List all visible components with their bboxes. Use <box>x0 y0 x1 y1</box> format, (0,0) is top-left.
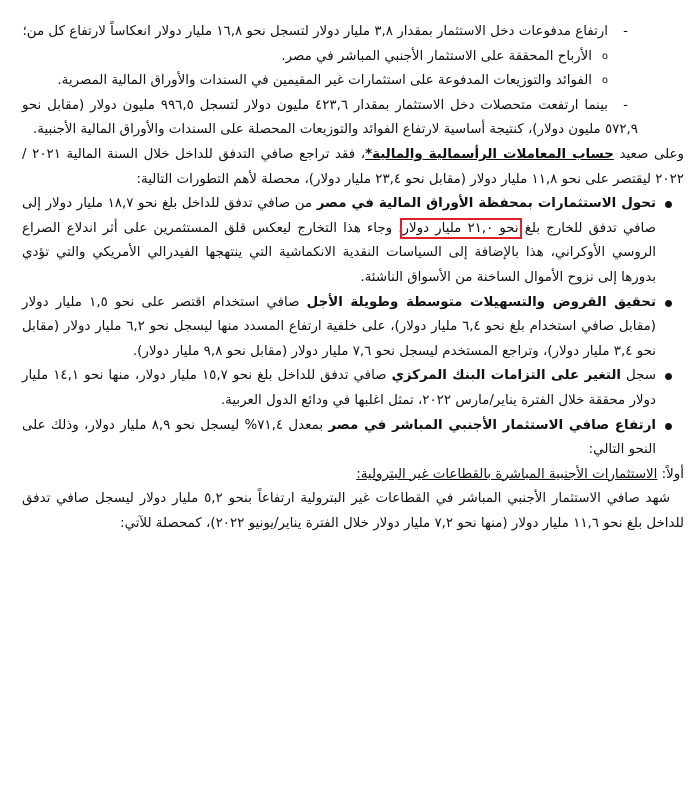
bullet-text: ، وجاء هذا التخارج ليعكس قلق المستثمرين على أثر اندلاع الصراع الروسي الأوكراني، هذا بالإضافة إلى السياسات النقدية الانكماشية التي ينتهجها الفيدرالي الأمريكي والتي تؤدي بدورها إلى نزوح الأموال الساخنة من الأسواق الناشئة. <box>22 220 656 285</box>
item-text: الفوائد والتوزيعات المدفوعة على استثمارات غير المقيمين في السندات والأوراق المالية المصرية. <box>57 73 592 89</box>
bullet-text: صافي استخدام اقتصر على نحو ١,٥ مليار دولار (مقابل صافي استخدام بلغ نحو ٦,٤ مليار دولار)، على خلفية ارتفاع المسدد منها ليسجل نحو ٦,٢ مليار دولار (مقابل نحو ٣,٤ مليار دولار)، وتراجع المستخدم ليسجل نحو ٧,٦ مليار دولار (مقابل نحو ٩,٨ مليار دولار). <box>22 294 656 359</box>
capital-account-title: حساب المعاملات الرأسمالية والمالية* <box>365 146 614 162</box>
section-subheading <box>22 463 684 488</box>
para-rest: ، فقد تراجع صافي التدفق للداخل خلال السنة المالية ٢٠٢١ /٢٠٢٢ ليقتصر على نحو ١١,٨ مليار دولار (مقابل نحو ٢٣,٤ مليار دولار)، محصلة لأهم التطورات التالية: <box>22 146 684 187</box>
item-text: الأرباح المحققة على الاستثمار الأجنبي المباشر في مصر. <box>281 48 592 64</box>
bullet-bold: تحول الاستثمارات بمحفظة الأوراق المالية في مصر <box>316 196 656 212</box>
bullet-marker <box>665 373 672 380</box>
para-lead: وعلى صعيد <box>613 146 685 162</box>
bullet-item-central-bank <box>22 364 684 413</box>
circle-marker: o <box>601 75 608 87</box>
capital-account-paragraph <box>22 143 684 192</box>
bullet-text: بمعدل ٧١,٤% ليسجل نحو ٨,٩ مليار دولار، وذلك على النحو التالي: <box>22 417 656 458</box>
bullet-item-portfolio <box>22 192 684 290</box>
bullet-marker <box>665 201 672 208</box>
bullet-bold: التغير على التزامات البنك المركزي <box>391 368 621 384</box>
list-item <box>22 20 684 45</box>
highlighted-value: نحو ٢١,٠ مليار دولار <box>402 220 519 236</box>
final-paragraph: شهد صافي الاستثمار الأجنبي المباشر في القطاعات غير البترولية ارتفاعاً بنحو ٥,٢ مليار دولار ليسجل صافي تدفق للداخل بلغ نحو ١١,٦ مليار دولار (منها نحو ٧,٢ مليار دولار خلال الفترة يناير/يونيو ٢٠٢٢)، كمحصلة للآتي: <box>22 491 684 531</box>
bullet-bold: ارتفاع صافي الاستثمار الأجنبي المباشر في مصر <box>328 417 657 433</box>
item-text: بينما ارتفعت متحصلات دخل الاستثمار بمقدار ٤٢٣,٦ مليون دولار لتسجل ٩٩٦,٥ مليون دولار (مقابل نحو ٥٧٢,٩ مليون دولار)، كنتيجة أساسية لارتفاع الفوائد والتوزيعات المحصلة على السندات والأوراق المالية الأجنبية. <box>22 97 638 138</box>
item-text: ارتفاع مدفوعات دخل الاستثمار بمقدار ٣,٨ مليار دولار لتسجل نحو ١٦,٨ مليار دولار انعكاساً لارتفاع كل من؛ <box>22 24 608 39</box>
bullet-item-loans <box>22 291 684 365</box>
bullet-lead: سجل <box>620 368 657 384</box>
list-item <box>22 69 684 94</box>
bullet-marker <box>665 423 672 430</box>
bullet-text: من صافي تدفق للداخل بلغ نحو ١٨,٧ مليار دولار إلى صافي تدفق للخارج بلغ <box>22 196 656 236</box>
subheading-title: الاستثمارات الأجنبية المباشرة بالقطاعات غير البترولية: <box>356 466 658 482</box>
dash-marker: - <box>623 97 628 113</box>
circle-marker: o <box>601 50 608 62</box>
list-item <box>22 94 684 143</box>
list-item <box>22 45 684 70</box>
bullet-marker <box>665 300 672 307</box>
bullet-text: صافي تدفق للداخل بلغ نحو ١٥,٧ مليار دولار، منها نحو ١٤,١ مليار دولار محققة خلال الفترة يناير/مارس ٢٠٢٢، تمثل اغلبها في ودائع الدول العربية. <box>22 368 656 408</box>
subheading-prefix: أولاً: <box>657 466 684 482</box>
bullet-bold: تحقيق القروض والتسهيلات متوسطة وطويلة الأجل <box>306 294 656 310</box>
bullet-item-fdi <box>22 414 684 463</box>
dash-marker: - <box>623 24 628 39</box>
